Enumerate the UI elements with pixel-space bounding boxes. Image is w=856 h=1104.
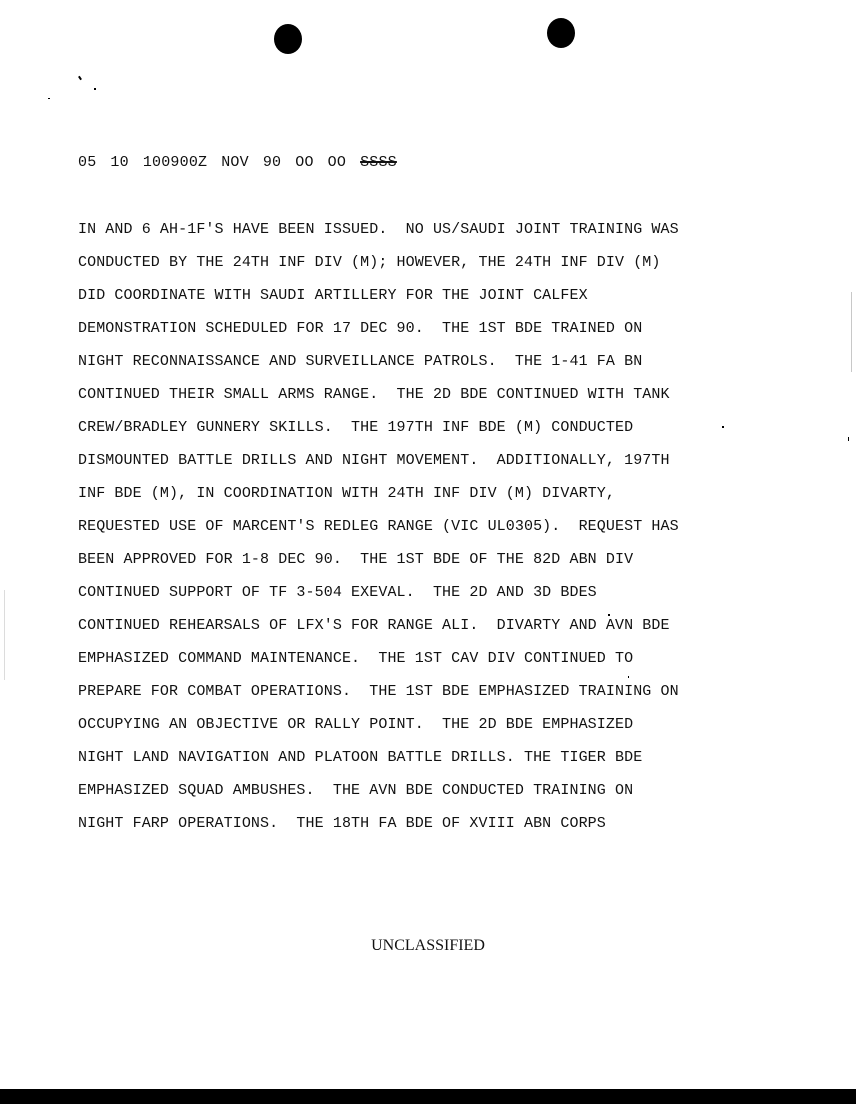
scan-edge-mark bbox=[4, 590, 5, 680]
scan-speck bbox=[48, 98, 50, 99]
message-body bbox=[78, 220, 758, 847]
struck-code: SSSS bbox=[360, 154, 397, 171]
header-field: 10 bbox=[110, 154, 129, 171]
body-line: OCCUPYING AN OBJECTIVE OR RALLY POINT. THE 2D BDE EMPHASIZED bbox=[78, 716, 634, 733]
body-line: DISMOUNTED BATTLE DRILLS AND NIGHT MOVEMENT. ADDITIONALLY, 197TH bbox=[78, 452, 670, 469]
header-field: OO bbox=[327, 154, 347, 171]
body-line: NIGHT LAND NAVIGATION AND PLATOON BATTLE DRILLS. THE TIGER BDE bbox=[78, 749, 643, 766]
body-line: CONDUCTED BY THE 24TH INF DIV (M); HOWEVER, THE 24TH INF DIV (M) bbox=[78, 254, 661, 271]
header-field: 100900Z bbox=[142, 154, 208, 171]
scan-edge-mark bbox=[851, 292, 852, 372]
scan-speck bbox=[94, 88, 96, 90]
body-line: CONTINUED THEIR SMALL ARMS RANGE. THE 2D BDE CONTINUED WITH TANK bbox=[78, 386, 670, 403]
scan-speck bbox=[848, 437, 849, 441]
body-line: NIGHT RECONNAISSANCE AND SURVEILLANCE PATROLS. THE 1-41 FA BN bbox=[78, 353, 643, 370]
body-line: INF BDE (M), IN COORDINATION WITH 24TH INF DIV (M) DIVARTY, bbox=[78, 485, 615, 502]
body-line: NIGHT FARP OPERATIONS. THE 18TH FA BDE OF XVIII ABN CORPS bbox=[78, 815, 606, 832]
body-line: EMPHASIZED COMMAND MAINTENANCE. THE 1ST CAV DIV CONTINUED TO bbox=[78, 650, 634, 667]
body-line: CREW/BRADLEY GUNNERY SKILLS. THE 197TH INF BDE (M) CONDUCTED bbox=[78, 419, 634, 436]
body-line: CONTINUED SUPPORT OF TF 3-504 EXEVAL. THE 2D AND 3D BDES bbox=[78, 584, 597, 601]
punch-hole-left bbox=[274, 24, 302, 54]
header-field: 05 bbox=[78, 154, 97, 171]
scan-speck bbox=[78, 76, 82, 80]
body-line: REQUESTED USE OF MARCENT'S REDLEG RANGE (VIC UL0305). REQUEST HAS bbox=[78, 518, 679, 535]
body-line: DEMONSTRATION SCHEDULED FOR 17 DEC 90. THE 1ST BDE TRAINED ON bbox=[78, 320, 643, 337]
body-line: CONTINUED REHEARSALS OF LFX'S FOR RANGE ALI. DIVARTY AND AVN BDE bbox=[78, 617, 670, 634]
body-line: DID COORDINATE WITH SAUDI ARTILLERY FOR THE JOINT CALFEX bbox=[78, 287, 588, 304]
body-line: EMPHASIZED SQUAD AMBUSHES. THE AVN BDE CONDUCTED TRAINING ON bbox=[78, 782, 634, 799]
body-line: IN AND 6 AH-1F'S HAVE BEEN ISSUED. NO US/SAUDI JOINT TRAINING WAS bbox=[78, 221, 679, 238]
header-field: NOV bbox=[221, 154, 249, 171]
header-field: 90 bbox=[262, 154, 282, 171]
header-field: OO bbox=[295, 154, 314, 171]
punch-hole-right bbox=[547, 18, 575, 48]
body-line: PREPARE FOR COMBAT OPERATIONS. THE 1ST BDE EMPHASIZED TRAINING ON bbox=[78, 683, 679, 700]
body-line: BEEN APPROVED FOR 1-8 DEC 90. THE 1ST BDE OF THE 82D ABN DIV bbox=[78, 551, 634, 568]
classification-marking: UNCLASSIFIED bbox=[371, 937, 485, 954]
scan-bottom-border bbox=[0, 1089, 856, 1104]
message-header-line bbox=[78, 154, 397, 171]
